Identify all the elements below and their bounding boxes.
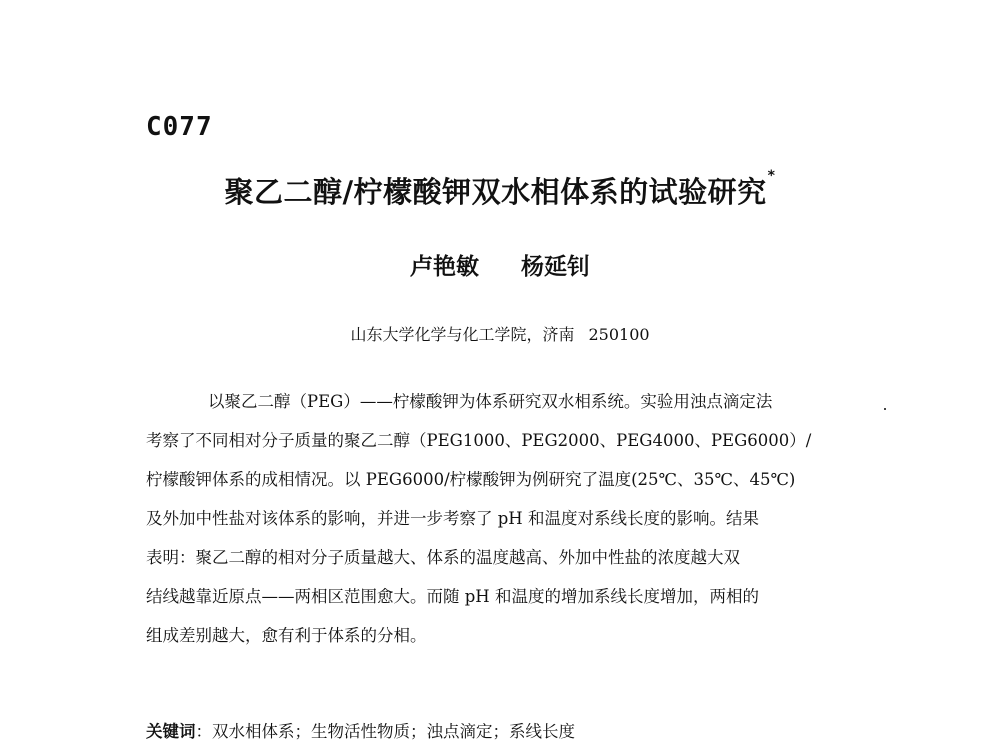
affiliation-postcode: 250100	[588, 325, 650, 344]
affiliation	[0, 322, 1000, 345]
abstract-line: 及外加中性盐对该体系的影响，并进一步考察了 pH 和温度对系线长度的影响。结果	[146, 509, 759, 528]
abstract-line: 考察了不同相对分子质量的聚乙二醇（PEG1000、PEG2000、PEG4000、PEG6000）/	[146, 431, 812, 450]
affiliation-institution: 山东大学化学与化工学院，济南	[350, 325, 575, 344]
abstract-line: 柠檬酸钾体系的成相情况。以 PEG6000/柠檬酸钾为例研究了温度(25℃、35℃、45℃)	[146, 470, 796, 489]
title-footnote-mark: *	[767, 168, 776, 184]
abstract-line: 以聚乙二醇（PEG）——柠檬酸钾为体系研究双水相系统。实验用浊点滴定法	[208, 392, 773, 411]
abstract-line: 组成差别越大，愈有利于体系的分相。	[146, 626, 427, 645]
keywords	[146, 718, 575, 742]
author-name: 杨延钊	[521, 254, 590, 280]
abstract	[146, 382, 886, 655]
keywords-label: 关键词	[146, 722, 196, 741]
author-name: 卢艳敏	[410, 254, 479, 280]
abstract-line: 结线越靠近原点——两相区范围愈大。而随 pH 和温度的增加系线长度增加，两相的	[146, 587, 759, 606]
scan-speck	[884, 408, 886, 410]
author-list	[0, 248, 1000, 281]
paper-title	[0, 170, 1000, 211]
document-code: C077	[146, 112, 213, 142]
paper-title-text: 聚乙二醇/柠檬酸钾双水相体系的试验研究	[224, 175, 767, 209]
abstract-line: 表明：聚乙二醇的相对分子质量越大、体系的温度越高、外加中性盐的浓度越大双	[146, 548, 740, 567]
keywords-text: ：双水相体系；生物活性物质；浊点滴定；系线长度	[195, 722, 575, 741]
